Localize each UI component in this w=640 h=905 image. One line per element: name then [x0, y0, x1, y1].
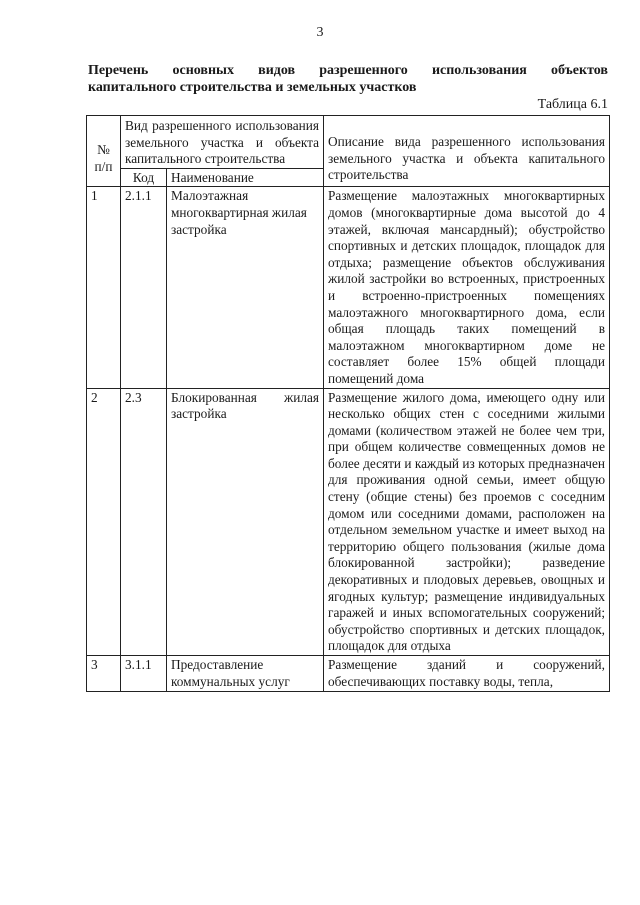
page-number: 3 — [316, 25, 324, 40]
table-caption: Таблица 6.1 — [537, 97, 608, 112]
row-name: Малоэтажная многоквартирная жилая застройка — [167, 187, 324, 388]
row-code: 2.1.1 — [121, 187, 167, 388]
row-name: Блокированная жилая застройка — [167, 388, 324, 656]
row-code: 2.3 — [121, 388, 167, 656]
table-row — [87, 187, 610, 388]
table-row — [87, 388, 610, 656]
row-name: Предоставление коммунальных услуг — [167, 656, 324, 692]
land-use-table — [86, 115, 610, 692]
title-line-1: Перечень основных видов разрешенного использования объектов — [88, 63, 608, 78]
table-header-row — [87, 116, 610, 169]
header-description: Описание вида разрешенного использования земельного участка и объекта капитального строительства — [324, 116, 610, 187]
header-code: Код — [121, 168, 167, 187]
header-number-line1: № — [97, 142, 110, 157]
table-row — [87, 656, 610, 692]
row-code: 3.1.1 — [121, 656, 167, 692]
header-name: Наименование — [167, 168, 324, 187]
row-number: 2 — [87, 388, 121, 656]
title-line-2: капитального строительства и земельных участков — [88, 80, 417, 95]
row-number: 3 — [87, 656, 121, 692]
row-description: Размещение жилого дома, имеющего одну или несколько общих стен с соседними жилыми домами (количеством этажей не более чем три, при общем количестве совмещенных домов не более десяти и каждый из которых предназначен для проживания одной семьи, имеет общую стену (общие стены) без проемов с соседним домом или соседними домами, расположен на отдельном земельном участке и имеет выход на территорию общего пользования (жилые дома блокированной застройки); разведение декоративных и плодовых деревьев, овощных и ягодных культур; размещение индивидуальных гаражей и иных вспомогательных сооружений; обустройство спортивных и детских площадок, площадок для отдыха — [324, 388, 610, 656]
header-number — [87, 116, 121, 187]
document-title — [88, 62, 608, 96]
header-number-line2: п/п — [94, 158, 113, 174]
header-use-type: Вид разрешенного использования земельного участка и объекта капитального строительства — [121, 116, 324, 169]
row-description: Размещение малоэтажных многоквартирных домов (многоквартирные дома высотой до 4 этажей, включая мансардный); обустройство спортивных и детских площадок, площадок для отдыха; размещение объектов обслуживания жилой застройки во встроенных, пристроенных и встроенно-пристроенных помещениях малоэтажного многоквартирного дома, если общая площадь таких помещений в малоэтажном многоквартирном доме не составляет более 15% общей площади помещений дома — [324, 187, 610, 388]
row-description: Размещение зданий и сооружений, обеспечивающих поставку воды, тепла, — [324, 656, 610, 692]
row-number: 1 — [87, 187, 121, 388]
